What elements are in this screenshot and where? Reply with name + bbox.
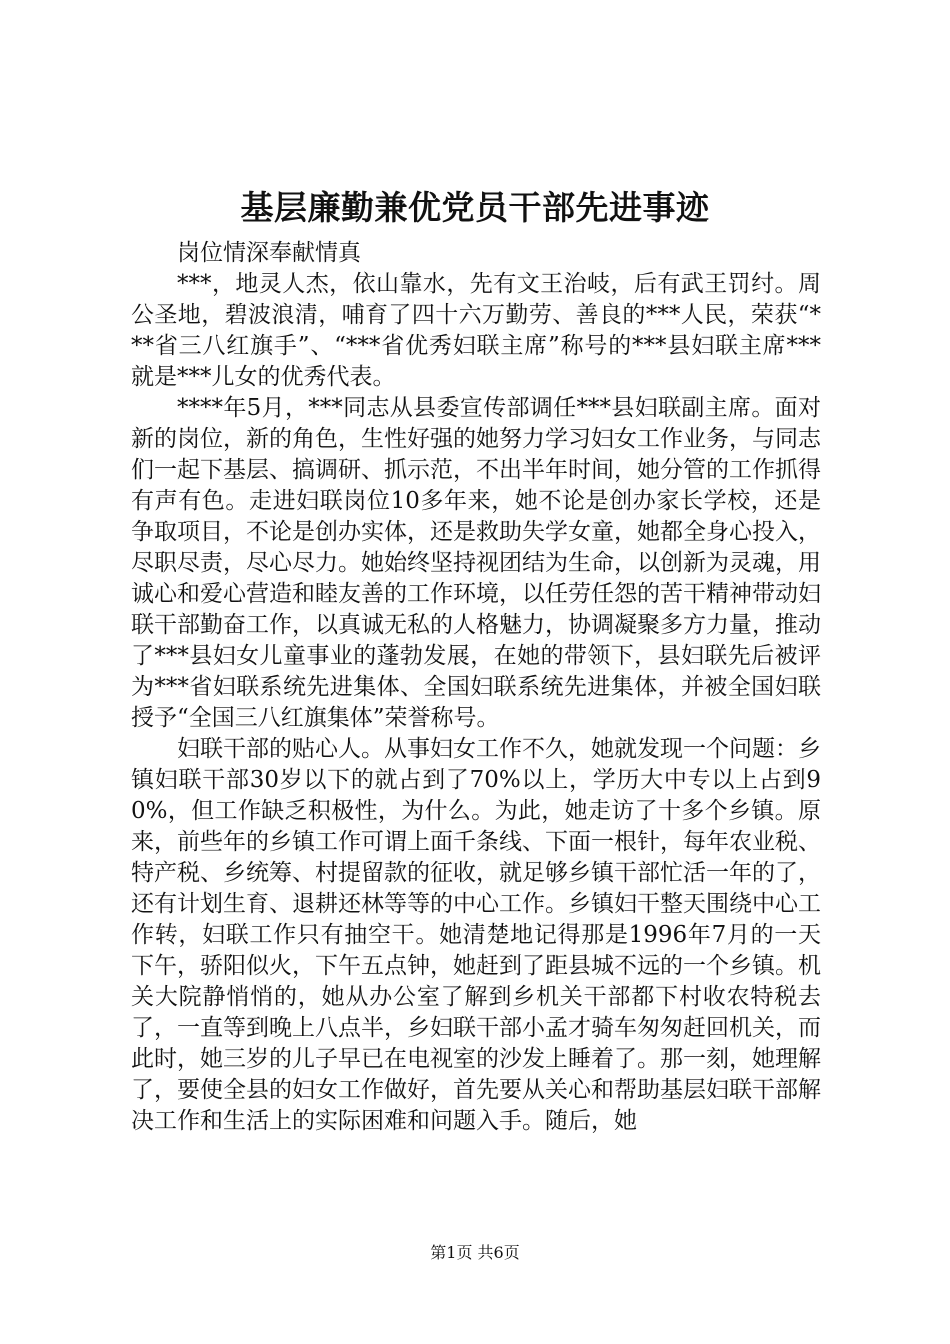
- subtitle-paragraph: 岗位情深奉献情真: [177, 240, 361, 266]
- body-paragraph: 妇联干部的贴心人。从事妇女工作不久，她就发现一个问题：乡镇妇联干部30岁以下的就占到了70%以上，学历大中专以上占到90%，但工作缺乏积极性，为什么。为此，她走访了十多个乡镇。原来，前些年的乡镇工作可谓上面千条线、下面一根针，每年农业税、特产税、乡统筹、村提留款的征收，就足够乡镇干部忙活一年的了，还有计划生育、退耕还林等等的中心工作。乡镇妇干整天围绕中心工作转，妇联工作只有抽空干。她清楚地记得那是1996年7月的一天下午，骄阳似火，下午五点钟，她赶到了距县城不远的一个乡镇。机关大院静悄悄的，她从办公室了解到乡机关干部都下村收农特税去了，一直等到晚上八点半，乡妇联干部小孟才骑车匆匆赶回机关，而此时，她三岁的儿子早已在电视室的沙发上睡着了。那一刻，她理解了，要使全县的妇女工作做好，首先要从关心和帮助基层妇联干部解决工作和生活上的实际困难和问题入手。随后，她: [131, 736, 821, 1134]
- document-title: 基层廉勤兼优党员干部先进事迹: [240, 188, 710, 227]
- document-body: [131, 238, 821, 1137]
- page-footer: 第1页 共6页: [430, 1243, 520, 1262]
- body-paragraph: ****年5月，***同志从县委宣传部调任***县妇联副主席。面对新的岗位，新的角色，生性好强的她努力学习妇女工作业务，与同志们一起下基层、搞调研、抓示范，不出半年时间，她分管的工作抓得有声有色。走进妇联岗位10多年来，她不论是创办家长学校，还是争取项目，不论是创办实体，还是救助失学女童，她都全身心投入，尽职尽责，尽心尽力。她始终坚持视团结为生命，以创新为灵魂，用诚心和爱心营造和睦友善的工作环境，以任劳任怨的苦干精神带动妇联干部勤奋工作，以真诚无私的人格魅力，协调凝聚多方力量，推动了***县妇女儿童事业的蓬勃发展，在她的带领下，县妇联先后被评为***省妇联系统先进集体、全国妇联系统先进集体，并被全国妇联授予“全国三八红旗集体”荣誉称号。: [131, 395, 821, 731]
- body-paragraph: ***，地灵人杰，依山靠水，先有文王治岐，后有武王罚纣。周公圣地，碧波浪清，哺育了四十六万勤劳、善良的***人民，荣获“***省三八红旗手”、“***省优秀妇联主席”称号的***县妇联主席***就是***儿女的优秀代表。: [131, 271, 821, 390]
